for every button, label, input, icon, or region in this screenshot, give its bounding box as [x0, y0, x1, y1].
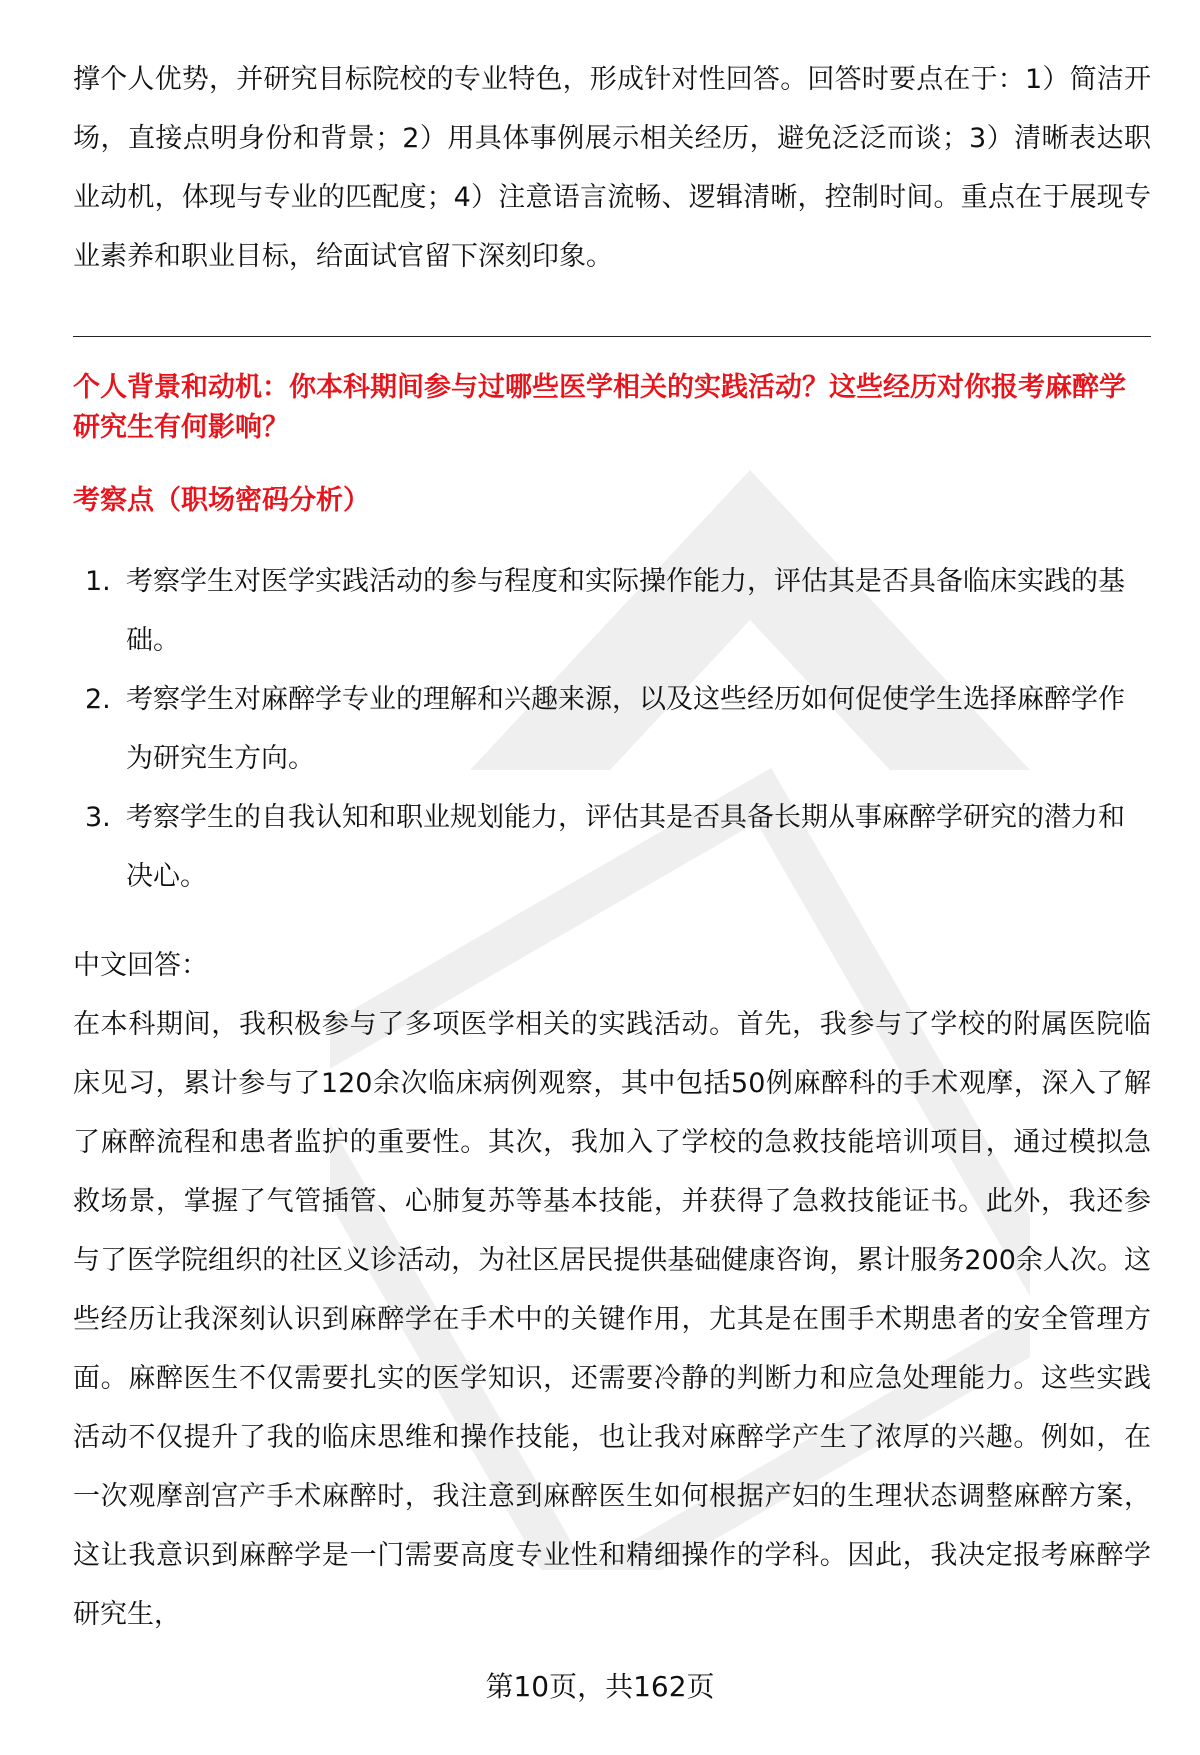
page-number: 第10页，共162页 [485, 1670, 715, 1703]
list-item: 1. 考察学生对医学实践活动的参与程度和实际操作能力，评估其是否具备临床实践的基础。 [85, 566, 1125, 656]
section-divider [73, 336, 1151, 337]
answer-paragraph: 在本科期间，我积极参与了多项医学相关的实践活动。首先，我参与了学校的附属医院临床见习，累计参与了120余次临床病例观察，其中包括50例麻醉科的手术观摩，深入了解了麻醉流程和患者监护的重要性。其次，我加入了学校的急救技能培训项目，通过模拟急救场景，掌握了气管插管、心肺复苏等基本技能，并获得了急救技能证书。此外，我还参与了医学院组织的社区义诊活动，为社区居民提供基础健康咨询，累计服务200余人次。这些经历让我深刻认识到麻醉学在手术中的关键作用，尤其是在围手术期患者的安全管理方面。麻醉医生不仅需要扎实的医学知识，还需要冷静的判断力和应急处理能力。这些实践活动不仅提升了我的临床思维和操作技能，也让我对麻醉学产生了浓厚的兴趣。例如，在一次观摩剖宫产手术麻醉时，我注意到麻醉医生如何根据产妇的生理状态调整麻醉方案，这让我意识到麻醉学是一门需要高度专业性和精细操作的学科。因此，我决定报考麻醉学研究生， [73, 1009, 1151, 1630]
intro-paragraph: 撑个人优势，并研究目标院校的专业特色，形成针对性回答。回答时要点在于：1）简洁开场，直接点明身份和背景；2）用具体事例展示相关经历，避免泛泛而谈；3）清晰表达职业动机，体现与专业的匹配度；4）注意语言流畅、逻辑清晰，控制时间。重点在于展现专业素养和职业目标，给面试官留下深刻印象。 [73, 64, 1151, 272]
points-heading: 考察点（职场密码分析） [73, 485, 370, 516]
answer-label: 中文回答： [73, 950, 208, 981]
list-item: 3. 考察学生的自我认知和职业规划能力，评估其是否具备长期从事麻醉学研究的潜力和决心。 [85, 802, 1125, 892]
list-item: 2. 考察学生对麻醉学专业的理解和兴趣来源，以及这些经历如何促使学生选择麻醉学作为研究生方向。 [85, 684, 1125, 774]
points-list [73, 552, 1151, 906]
question-heading: 个人背景和动机：你本科期间参与过哪些医学相关的实践活动？这些经历对你报考麻醉学研究生有何影响？ [73, 372, 1126, 443]
